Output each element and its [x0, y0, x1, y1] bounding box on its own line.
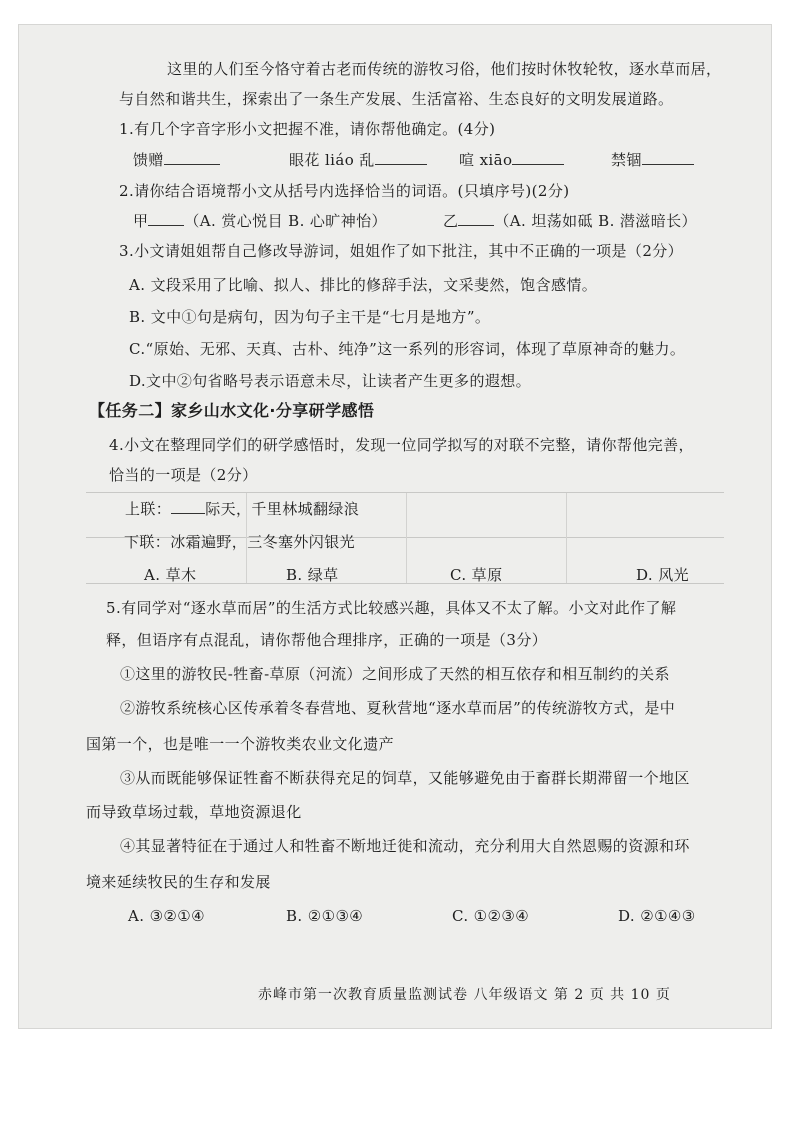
q4-option-d: D. 风光: [636, 566, 690, 584]
q5-sentence-4-line-1: ④其显著特征在于通过人和牲畜不断地迁徙和流动，充分利用大自然恩赐的资源和环: [120, 837, 690, 855]
q1-blank-2[interactable]: [375, 150, 427, 165]
page-footer: 赤峰市第一次教育质量监测试卷 八年级语文 第 2 页 共 10 页: [258, 987, 671, 1003]
q1-item-4: 禁锢: [611, 150, 694, 170]
q4-option-b: B. 绿草: [286, 566, 339, 584]
q5-sentence-3-line-1: ③从而既能够保证牲畜不断获得充足的饲草，又能够避免由于畜群长期滞留一个地区: [120, 769, 690, 787]
q4-option-c: C. 草原: [450, 566, 503, 584]
q2-jia-blank[interactable]: [148, 211, 184, 226]
q2-yi: 乙 （A. 坦荡如砥 B. 潜滋暗长）: [443, 212, 697, 230]
q4-prompt-line-2: 恰当的一项是（2分）: [109, 466, 258, 484]
q5-sentence-4-line-2: 境来延续牧民的生存和发展: [86, 873, 271, 891]
q1-item-1: 馈赠: [133, 150, 220, 170]
q5-option-a: A. ③②①④: [128, 907, 205, 925]
q5-prompt-line-2: 释，但语序有点混乱，请你帮他合理排序，正确的一项是（3分）: [106, 631, 548, 649]
q5-sentence-2-line-1: ②游牧系统核心区传承着冬春营地、夏秋营地“逐水草而居”的传统游牧方式，是中: [120, 699, 676, 717]
q1-blank-1[interactable]: [164, 150, 220, 165]
q3-prompt: 3.小文请姐姐帮自己修改导游词，姐姐作了如下批注，其中不正确的一项是（2分）: [119, 242, 684, 260]
q3-option-b: B. 文中①句是病句，因为句子主干是“七月是地方”。: [129, 308, 491, 326]
q4-upper-couplet: 上联： 际天，千里林城翻绿浪: [125, 500, 360, 518]
passage-line-1: 这里的人们至今恪守着古老而传统的游牧习俗，他们按时休牧轮牧，逐水草而居，: [167, 60, 722, 78]
q1-item-3: 喧 xiāo: [459, 150, 564, 170]
q3-option-a: A. 文段采用了比喻、拟人、排比的修辞手法，文采斐然，饱含感情。: [129, 276, 598, 294]
q3-option-d: D.文中②句省略号表示语意未尽，让读者产生更多的遐想。: [129, 372, 532, 390]
q2-jia: 甲 （A. 赏心悦目 B. 心旷神怡）: [133, 212, 387, 230]
q5-sentence-3-line-2: 而导致草场过载，草地资源退化: [86, 803, 302, 821]
q5-option-c: C. ①②③④: [452, 907, 530, 925]
q5-sentence-1: ①这里的游牧民-牲畜-草原（河流）之间形成了天然的相互依存和相互制约的关系: [120, 665, 670, 683]
q2-yi-blank[interactable]: [458, 211, 494, 226]
q4-lower-couplet: 下联：冰霜遍野，三冬塞外闪银光: [124, 533, 356, 551]
q5-option-d: D. ②①④③: [618, 907, 696, 925]
q4-prompt-line-1: 4.小文在整理同学们的研学感悟时，发现一位同学拟写的对联不完整，请你帮他完善，: [109, 436, 694, 454]
q1-item-2: 眼花 liáo 乱: [289, 150, 427, 170]
task2-heading: 【任务二】家乡山水文化·分享研学感悟: [89, 401, 375, 420]
q1-blank-4[interactable]: [642, 150, 694, 165]
q1-blank-3[interactable]: [512, 150, 564, 165]
q1-prompt: 1.有几个字音字形小文把握不准，请你帮他确定。(4分): [119, 120, 496, 138]
q5-prompt-line-1: 5.有同学对“逐水草而居”的生活方式比较感兴趣，具体又不太了解。小文对此作了解: [106, 599, 677, 617]
q2-prompt: 2.请你结合语境帮小文从括号内选择恰当的词语。(只填序号)(2分): [119, 182, 570, 200]
q5-sentence-2-line-2: 国第一个，也是唯一一个游牧类农业文化遗产: [86, 735, 395, 753]
q3-option-c: C.“原始、无邪、天真、古朴、纯净”这一系列的形容词，体现了草原神奇的魅力。: [129, 340, 686, 358]
passage-line-2: 与自然和谐共生，探索出了一条生产发展、生活富裕、生态良好的文明发展道路。: [119, 90, 674, 108]
q4-option-a: A. 草木: [144, 566, 197, 584]
q5-option-b: B. ②①③④: [286, 907, 364, 925]
